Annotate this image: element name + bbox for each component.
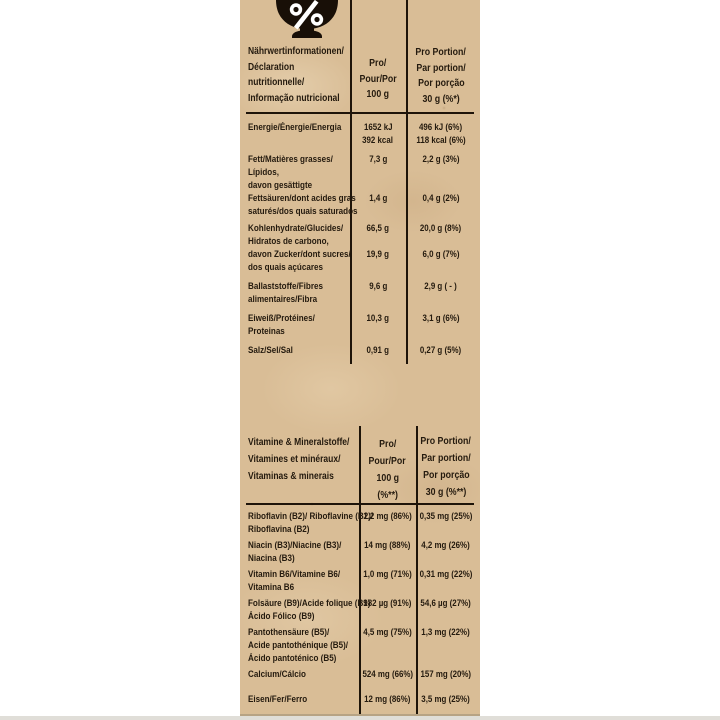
per-100g-value (359, 626, 416, 639)
per-100g-value (350, 280, 406, 293)
per-portion-value (416, 510, 476, 523)
text-line: 14 mg (88%) (364, 540, 411, 550)
text-line: Par portion/ (421, 453, 471, 464)
column-divider (350, 0, 352, 364)
text-line: Salz/Sel/Sal (248, 345, 293, 356)
table-header-per-portion (406, 45, 476, 107)
text-line: 0,35 mg (25%) (419, 511, 473, 521)
nutrient-label (248, 510, 374, 536)
text-line: Ácido pantoténico (B5) (248, 653, 337, 664)
text-line: Acide pantothénique (B5)/ (248, 640, 349, 651)
text-line: 3,5 mg (25%) (421, 694, 471, 704)
text-line: Vitaminas & minerais (248, 471, 334, 482)
text-line: (%**) (377, 490, 398, 501)
text-line: Kohlenhydrate/Glucides/ (248, 223, 344, 234)
text-line: 3,1 g (6%) (422, 313, 460, 323)
text-line: Por porção (417, 78, 465, 89)
text-line: Riboflavin (B2)/ Riboflavine (B2)/ (248, 511, 374, 522)
nutrient-label (248, 248, 351, 274)
nutrient-label (248, 222, 348, 248)
nutrient-label (248, 312, 348, 338)
per-portion-value (416, 597, 476, 610)
image-bottom-edge (0, 716, 720, 720)
text-line: Pantothensäure (B5)/ (248, 627, 330, 638)
nutrient-label (248, 539, 356, 565)
per-100g-value (350, 312, 406, 325)
text-line: 6,0 g (7%) (422, 249, 460, 259)
per-portion-value (406, 280, 476, 293)
text-line: Ácido Fólico (B9) (248, 611, 315, 622)
text-line: davon Zucker/dont sucres/ (248, 249, 351, 260)
nutrient-label (248, 568, 356, 594)
text-line: 392 kcal (362, 135, 394, 145)
text-line: 0,31 mg (22%) (419, 569, 473, 579)
nutrition-panel (240, 0, 480, 720)
text-line: Pro/ (378, 439, 397, 450)
nutrient-label (248, 280, 348, 306)
text-line: Vitamina B6 (248, 582, 295, 593)
text-line: 4,5 mg (75%) (363, 627, 412, 637)
text-line: 0,91 g (366, 345, 390, 355)
text-line: Vitamines et minéraux/ (248, 454, 341, 465)
text-line: 54,6 µg (27%) (420, 598, 472, 608)
per-portion-value (406, 312, 476, 325)
vitamins-minerals-table (240, 426, 480, 720)
text-line: 100 g (376, 473, 399, 484)
text-line: alimentaires/Fibra (248, 294, 318, 305)
text-line: Nährwertinformationen/ (248, 46, 344, 57)
per-100g-value (359, 597, 416, 610)
text-line: Pro Portion/ (415, 47, 467, 58)
text-line: 1,2 mg (86%) (363, 511, 412, 521)
text-line: 19,9 g (366, 249, 390, 259)
text-line: nutritionnelle/ (248, 77, 305, 88)
per-100g-value (350, 248, 406, 261)
text-line: Eiweiß/Protéines/ (248, 313, 315, 324)
text-line: Niacina (B3) (248, 553, 295, 564)
per-portion-value (406, 153, 476, 166)
text-line: 7,3 g (368, 154, 388, 164)
text-line: davon gesättigte (248, 180, 313, 191)
text-line: Informação nutricional (248, 92, 340, 104)
per-100g-value (359, 693, 416, 706)
text-line: 20,0 g (8%) (420, 223, 462, 233)
per-100g-value (350, 222, 406, 235)
per-100g-value (350, 121, 406, 147)
text-line: 9,6 g (368, 281, 388, 291)
text-line: 157 mg (20%) (420, 669, 472, 679)
nutrient-label (248, 626, 356, 665)
text-line: Fett/Matières grasses/ (248, 154, 333, 165)
text-line: 1652 kJ (363, 122, 393, 132)
text-line: 0,27 g (5%) (420, 345, 462, 355)
nutrient-label (248, 121, 348, 134)
per-portion-value (406, 121, 476, 147)
per-portion-value (406, 344, 476, 357)
per-100g-value (359, 539, 416, 552)
header-divider (246, 112, 474, 114)
nutrient-label (248, 179, 358, 218)
nutrient-label (248, 597, 371, 623)
text-line: 182 µg (91%) (363, 598, 412, 608)
per-100g-value (359, 568, 416, 581)
per-portion-value (416, 626, 476, 639)
per-portion-value (416, 568, 476, 581)
table-header-per-100g (350, 56, 406, 103)
table-header-label (248, 44, 348, 106)
text-line: Pro/ (369, 58, 387, 69)
text-line: Par portion/ (416, 62, 466, 74)
text-line: 496 kJ (6%) (419, 122, 463, 132)
nutrient-label (248, 693, 356, 706)
text-line: Lípidos, (248, 167, 279, 178)
text-line: Niacin (B3)/Niacine (B3)/ (248, 540, 342, 551)
text-line: 12 mg (86%) (364, 694, 411, 704)
per-portion-value (416, 693, 476, 706)
text-line: 100 g (366, 89, 390, 100)
text-line: Energie/Énergie/Energia (248, 122, 342, 133)
text-line: 1,4 g (368, 193, 388, 203)
text-line: Calcium/Cálcio (248, 669, 306, 680)
table-header-label (248, 434, 356, 485)
text-line: Fettsäuren/dont acides gras (248, 193, 356, 204)
text-line: Ballaststoffe/Fibres (248, 281, 323, 292)
per-100g-value (359, 510, 416, 523)
per-100g-value (359, 668, 416, 681)
text-line: Pour/Por (368, 456, 407, 467)
text-line: 10,3 g (366, 313, 390, 323)
per-100g-value (350, 344, 406, 357)
text-line: 30 g (%**) (425, 487, 467, 498)
text-line: Pro Portion/ (420, 436, 472, 447)
text-line: Déclaration (248, 61, 295, 73)
text-line: 30 g (%*) (422, 93, 460, 105)
per-100g-value (350, 192, 406, 205)
text-line: 1,3 mg (22%) (421, 627, 471, 637)
text-line: 0,4 g (2%) (422, 193, 460, 203)
text-line: 1,0 mg (71%) (363, 569, 412, 579)
text-line: Pour/Por (359, 73, 397, 85)
nutrition-table (240, 0, 480, 364)
text-line: saturés/dos quais saturados (248, 206, 358, 217)
per-portion-value (406, 222, 476, 235)
text-line: Hidratos de carbono, (248, 236, 329, 247)
nutrient-label (248, 668, 356, 681)
nutrient-label (248, 344, 348, 357)
per-portion-value (406, 192, 476, 205)
text-line: Vitamine & Mineralstoffe/ (248, 437, 350, 448)
text-line: 118 kcal (6%) (416, 135, 466, 145)
text-line: Folsäure (B9)/Acide folique (B9) (248, 598, 371, 609)
text-line: Proteinas (248, 326, 285, 337)
per-portion-value (416, 668, 476, 681)
per-portion-value (406, 248, 476, 261)
text-line: 2,9 g ( - ) (424, 281, 458, 291)
text-line: 524 mg (66%) (362, 669, 414, 679)
table-header-per-100g (359, 436, 416, 504)
text-line: dos quais açúcares (248, 262, 323, 273)
table-header-per-portion (416, 433, 476, 501)
per-100g-value (350, 153, 406, 166)
text-line: Eisen/Fer/Ferro (248, 694, 308, 705)
per-portion-value (416, 539, 476, 552)
text-line: Vitamin B6/Vitamine B6/ (248, 569, 341, 580)
nutrient-label (248, 153, 348, 179)
text-line: 4,2 mg (26%) (421, 540, 471, 550)
text-line: 66,5 g (366, 223, 390, 233)
text-line: Por porção (422, 470, 470, 481)
text-line: Riboflavina (B2) (248, 524, 310, 535)
text-line: 2,2 g (3%) (422, 154, 460, 164)
